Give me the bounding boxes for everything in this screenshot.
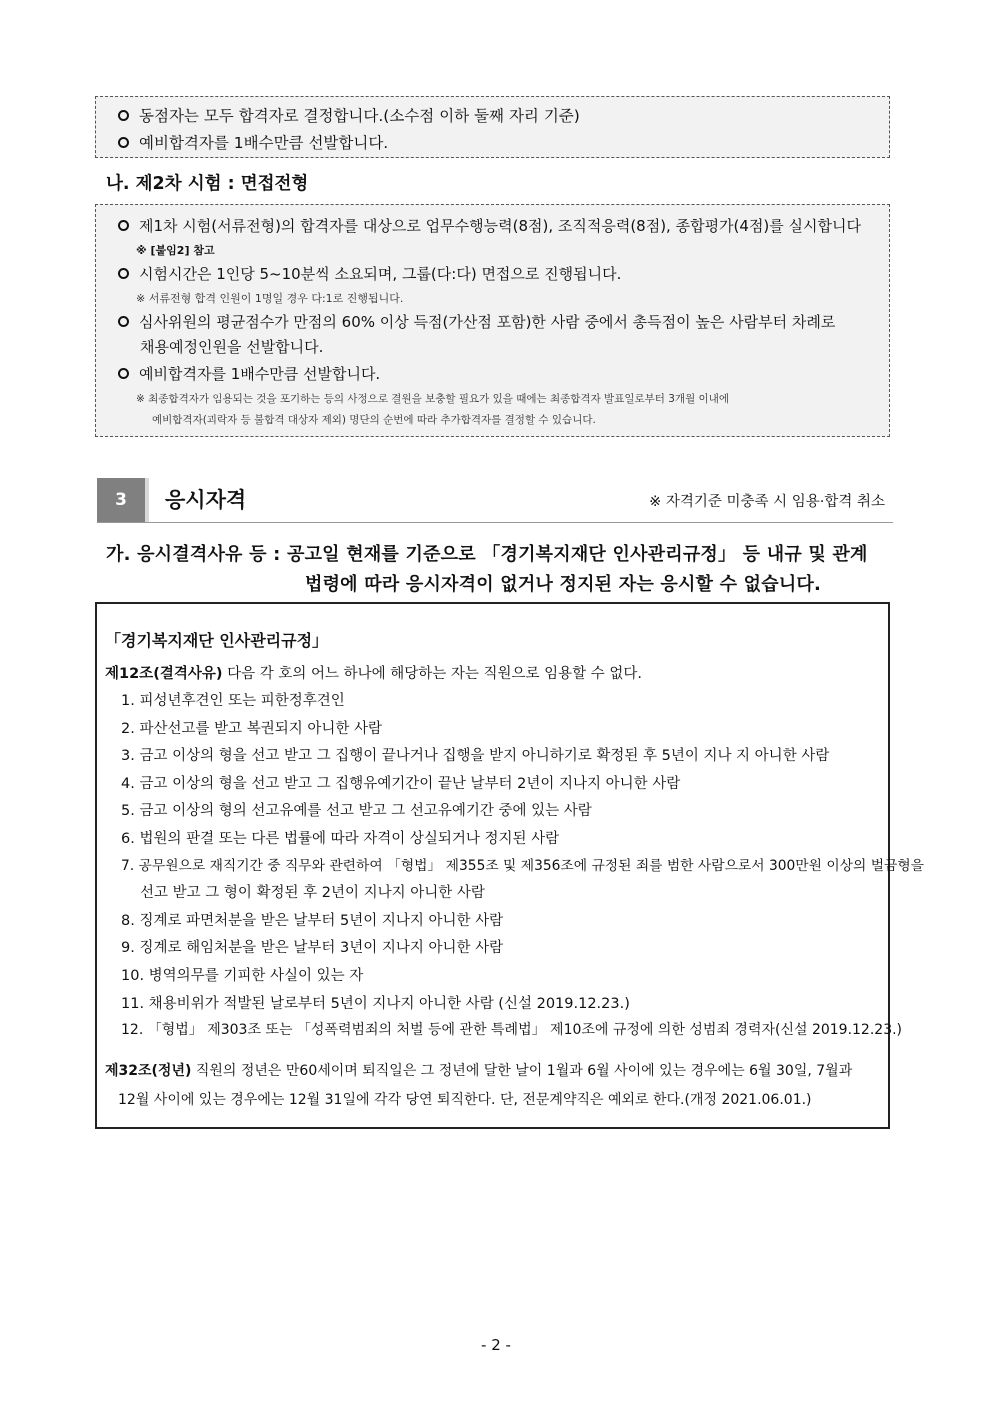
list-item: 4. 금고 이상의 형을 선고 받고 그 집행유예기간이 끝난 날부터 2년이 지나지 아니한 사람: [121, 776, 681, 792]
bullet-text: 심사위원의 평균점수가 만점의 60% 이상 득점(가산점 포함)한 사람 중에서 총득점이 높은 사람부터 차례로: [139, 313, 836, 331]
circle-bullet-icon: [118, 110, 129, 121]
interview-heading: 나. 제2차 시험 : 면접전형: [106, 174, 309, 194]
list-item: 1. 피성년후견인 또는 피한정후견인: [121, 693, 345, 709]
list-item: 3. 금고 이상의 형을 선고 받고 그 집행이 끝나거나 집행을 받지 아니하기로 확정된 후 5년이 지나 지 아니한 사람: [121, 748, 830, 764]
interview-details-box: [95, 204, 890, 437]
list-item: 11. 채용비위가 적발된 날로부터 5년이 지나지 아니한 사람 (신설 2019.12.23.): [121, 996, 630, 1012]
bullet-text: 동점자는 모두 합격자로 결정합니다.(소수점 이하 둘째 자리 기준): [139, 107, 580, 125]
bullet-item: [118, 363, 881, 384]
footnote-continuation: 예비합격자(괴락자 등 불합격 대상자 제외) 명단의 순번에 따라 추가합격자를 결정할 수 있습니다.: [152, 414, 596, 426]
bullet-text: 예비합격자를 1배수만큼 선발합니다.: [139, 134, 389, 152]
article-12-heading: 제12조(결격사유): [105, 666, 223, 682]
footnote: ※ 서류전형 합격 인원이 1명일 경우 다:1로 진행됩니다.: [136, 292, 404, 305]
article-32-continuation: 12월 사이에 있는 경우에는 12월 31일에 각각 당연 퇴직한다. 단, 전문계약직은 예외로 한다.(개정 2021.06.01.): [118, 1092, 812, 1108]
article-32-text: 직원의 정년은 만60세이며 퇴직일은 그 정년에 달한 날이 1월과 6월 사이에 있는 경우에는 6월 30일, 7월과: [191, 1063, 853, 1079]
circle-bullet-icon: [118, 220, 129, 231]
article-12-text: 다음 각 호의 어느 하나에 해당하는 자는 직원으로 임용할 수 없다.: [222, 666, 642, 682]
list-item: 8. 징계로 파면처분을 받은 날부터 5년이 지나지 아니한 사람: [121, 913, 504, 929]
circle-bullet-icon: [118, 268, 129, 279]
list-item: 12. 「형법」 제303조 또는 「성폭력범죄의 처벌 등에 관한 특례법」 제10조에 규정에 의한 성범죄 경력자(신설 2019.12.23.): [121, 1022, 903, 1038]
bullet-item: [118, 311, 881, 332]
list-item: 5. 금고 이상의 형의 선고유예를 선고 받고 그 선고유예기간 중에 있는 사람: [121, 803, 592, 819]
section-number: 3: [97, 478, 145, 522]
list-item: 7. 공무원으로 재직기간 중 직무와 관련하여 「형법」 제355조 및 제356조에 규정된 죄를 범한 사람으로서 300만원 이상의 벌금형을: [121, 858, 925, 874]
bullet-continuation: 채용예정인원을 선발합니다.: [140, 338, 324, 356]
bullet-item: [118, 215, 881, 236]
section-note: ※ 자격기준 미충족 시 임용·합격 취소: [649, 494, 885, 510]
section-header: [97, 478, 893, 523]
article-32: [105, 1060, 852, 1080]
footnote: ※ 최종합격자가 임용되는 것을 포기하는 등의 사정으로 결원을 보충할 필요가 있을 때에는 최종합격자 발표일로부터 3개월 이내에: [136, 393, 729, 405]
list-item: 9. 징계로 해임처분을 받은 날부터 3년이 지나지 아니한 사람: [121, 940, 504, 956]
article-12: [105, 662, 642, 683]
personnel-regulation-box: [95, 602, 925, 1129]
disqualification-intro-continuation: 법령에 따라 응시자격이 없거나 정지된 자는 응시할 수 없습니다.: [305, 574, 822, 595]
bullet-text: 시험시간은 1인당 5~10분씩 소요되며, 그룹(다:다) 면접으로 진행됩니다.: [139, 265, 622, 283]
list-item: 2. 파산선고를 받고 복권되지 아니한 사람: [121, 721, 382, 737]
page-number: - 2 -: [481, 1336, 511, 1354]
bullet-text: 예비합격자를 1배수만큼 선발합니다.: [139, 365, 381, 383]
bullet-text: 제1차 시험(서류전형)의 합격자를 대상으로 업무수행능력(8점), 조직적응력(8점), 종합평가(4점)를 실시합니다: [139, 217, 861, 235]
bullet-item: [118, 263, 881, 284]
list-item: 10. 병역의무를 기피한 사실이 있는 자: [121, 968, 364, 984]
disqualification-intro: 가. 응시결격사유 등 : 공고일 현재를 기준으로 「경기복지재단 인사관리규정」 등 내규 및 관계: [106, 544, 868, 565]
bullet-item: [118, 131, 881, 153]
circle-bullet-icon: [118, 316, 129, 327]
selection-criteria-box: [95, 96, 890, 158]
bullet-item: [118, 104, 881, 126]
circle-bullet-icon: [118, 137, 129, 148]
article-32-heading: 제32조(정년): [105, 1063, 192, 1079]
reference-note: ※ [붙임2] 참고: [136, 244, 215, 257]
circle-bullet-icon: [118, 368, 129, 379]
section-title: 응시자격: [165, 488, 247, 512]
list-item: 6. 법원의 판결 또는 다른 법률에 따라 자격이 상실되거나 정지된 사람: [121, 831, 560, 847]
list-item-continuation: 선고 받고 그 형이 확정된 후 2년이 지나지 아니한 사람: [140, 885, 485, 901]
regulation-title: 「경기복지재단 인사관리규정」: [105, 631, 329, 650]
section-accent: [145, 478, 149, 522]
